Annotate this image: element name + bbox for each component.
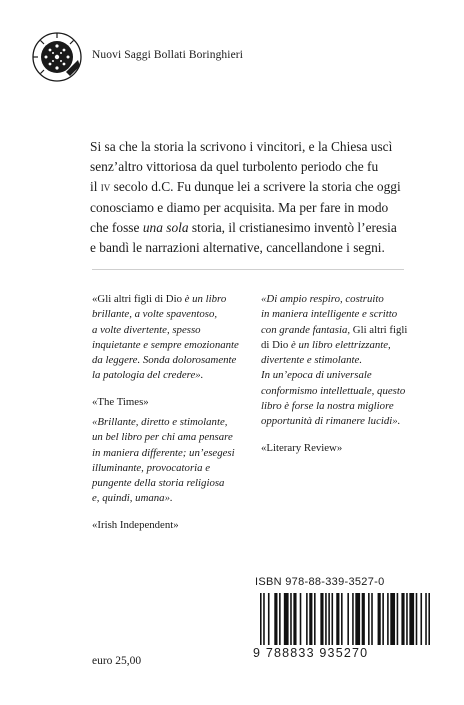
quote-line: divertente e stimolante. [261, 354, 363, 367]
emphasis: una sola [142, 219, 189, 235]
publisher-logo [30, 30, 84, 84]
quote-source: «The Times» [92, 395, 149, 408]
quote-line: a volte divertente, spesso [92, 323, 201, 336]
blurb-line: che fosse una sola storia, il cristianesimo inventò l’eresia [90, 219, 397, 235]
blurb-line: conosciamo e diamo per acquisita. Ma per fare in modo [90, 199, 389, 215]
series-title: Nuovi Saggi Bollati Boringhieri [92, 49, 243, 61]
quote-line: in maniera intelligente e scritto [261, 308, 398, 321]
publisher-seal-icon [30, 30, 84, 84]
barcode-icon [260, 593, 430, 645]
divider [92, 269, 404, 270]
quote-line: conformismo intellettuale, questo [261, 384, 406, 397]
blurb-line: e bandì le narrazioni alternative, cancellandone i segni. [90, 240, 385, 256]
quote-line: brillante, a volte spaventoso, [92, 308, 218, 321]
blurb-line: Si sa che la storia la scrivono i vincitori, e la Chiesa uscì [90, 139, 393, 154]
quote-line: di Dio è un libro elettrizzante, [261, 338, 391, 351]
quote-line: pungente della storia religiosa [92, 477, 225, 490]
quote-line: e, quindi, umana». [92, 492, 173, 505]
review-quote-literary-review [261, 292, 446, 456]
quote-line: un bel libro per chi ama pensare [92, 431, 233, 444]
quote-line: illuminante, provocatoria e [92, 461, 211, 474]
isbn-label: ISBN 978-88-339-3527-0 [255, 576, 385, 588]
quote-source: «Literary Review» [261, 441, 343, 454]
quote-line: da leggere. Sonda dolorosamente [92, 354, 237, 367]
quote-line: In un’epoca di universale [261, 369, 372, 382]
quote-line: libro è forse la nostra migliore [261, 400, 394, 413]
roman-numeral: iv [100, 179, 111, 195]
blurb-line: il iv secolo d.C. Fu dunque lei a scrivere la storia che oggi [90, 179, 401, 195]
back-cover-blurb [90, 137, 440, 258]
price: euro 25,00 [92, 655, 142, 667]
quote-line: con grande fantasia, Gli altri figli [261, 323, 408, 336]
blurb-line: senz’altro vittoriosa da quel turbolento periodo che fu [90, 159, 379, 175]
quote-line: inquietante e sempre emozionante [92, 338, 239, 351]
review-quote-irish-independent [92, 415, 272, 533]
review-quote-times [92, 292, 272, 410]
quote-source: «Irish Independent» [92, 518, 179, 531]
quote-line: «Gli altri figli di Dio è un libro [92, 293, 227, 305]
quote-line: «Brillante, diretto e stimolante, [92, 416, 228, 428]
quote-line: la patologia del credere». [92, 369, 204, 382]
quote-line: opportunità di rimanere lucidi». [261, 415, 401, 428]
quote-line: in maniera differente; un’esegesi [92, 446, 235, 459]
quote-line: «Di ampio respiro, costruito [261, 293, 384, 305]
isbn-digits: 9 788833 935270 [253, 646, 369, 660]
